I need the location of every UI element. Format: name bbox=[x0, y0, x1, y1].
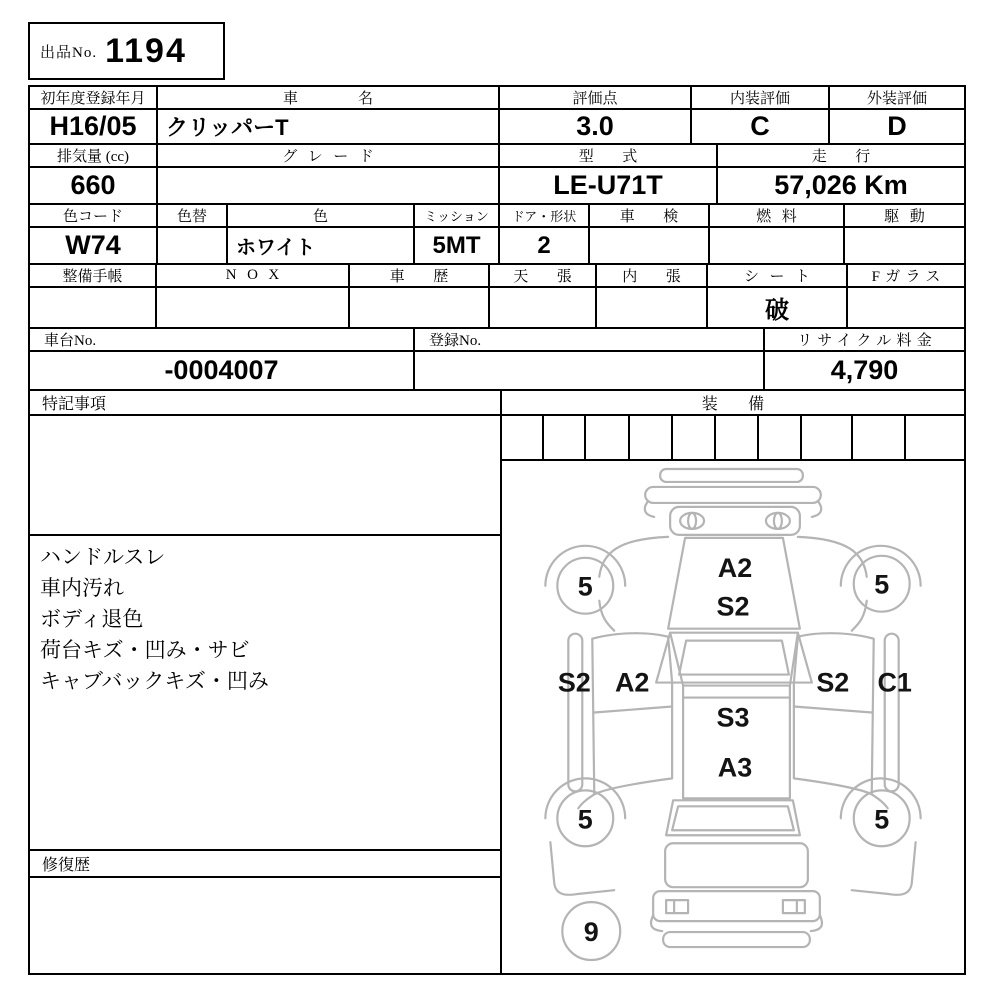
row-identification bbox=[30, 329, 964, 391]
notes-panel bbox=[30, 391, 502, 973]
rear-corner-right bbox=[852, 842, 916, 895]
equipment-label: 装備 bbox=[701, 396, 795, 413]
cell-score bbox=[500, 87, 692, 143]
cell-recycle-fee bbox=[765, 329, 964, 389]
note-item: 荷台キズ・凹み・サビ bbox=[40, 639, 250, 662]
color-code-value: W74 bbox=[65, 230, 121, 260]
vehicle-top-view bbox=[502, 461, 964, 973]
equipment-cell bbox=[502, 416, 544, 459]
repair-history-label: 修復歴 bbox=[30, 849, 500, 878]
rear-bumper bbox=[653, 891, 820, 921]
score-label: 評価点 bbox=[500, 87, 690, 110]
rear-bottom-bar bbox=[663, 932, 810, 947]
rear-gate-inner bbox=[672, 806, 794, 830]
grade-value bbox=[158, 168, 498, 203]
doors-label: ドア・形状 bbox=[500, 205, 588, 228]
cell-car-history bbox=[350, 265, 490, 327]
displacement-label: 排気量 (cc) bbox=[30, 145, 156, 168]
cell-registration-no bbox=[415, 329, 765, 389]
equipment-cell bbox=[586, 416, 629, 459]
right-door-line bbox=[794, 707, 872, 713]
rear-panel bbox=[665, 843, 808, 887]
headlight-right-icon bbox=[766, 513, 790, 529]
left-door-line bbox=[594, 707, 672, 713]
cell-transmission bbox=[415, 205, 500, 263]
equipment-cell bbox=[673, 416, 716, 459]
nox-label: NOX bbox=[225, 267, 290, 283]
lot-number-value: 1194 bbox=[105, 31, 187, 70]
headlight-right-inner bbox=[774, 513, 782, 529]
color-change-value bbox=[158, 228, 226, 263]
headlight-left-icon bbox=[680, 513, 704, 529]
front-top-bar bbox=[660, 469, 803, 482]
exterior-grade-label: 外装評価 bbox=[830, 87, 964, 110]
headlight-left-inner bbox=[688, 513, 696, 529]
fuel-label: 燃料 bbox=[756, 209, 808, 225]
drive-value bbox=[845, 228, 964, 263]
row-condition bbox=[30, 265, 964, 329]
mark-right-step: C1 bbox=[877, 667, 912, 698]
first-registration-value: H16/05 bbox=[49, 111, 137, 141]
recycle-fee-value: 4,790 bbox=[830, 355, 899, 385]
rear-lamp-left bbox=[666, 900, 688, 913]
car-history-value bbox=[350, 288, 488, 327]
cell-drive bbox=[845, 205, 964, 263]
rear-bumper-hook-right bbox=[811, 915, 822, 931]
transmission-label: ミッション bbox=[415, 205, 498, 228]
notes-list bbox=[30, 536, 500, 703]
headliner-label: 天張 bbox=[513, 269, 601, 285]
inspection-value bbox=[590, 228, 708, 263]
door-trim-label: 内張 bbox=[622, 269, 710, 285]
fuel-value bbox=[710, 228, 843, 263]
front-light-panel bbox=[670, 507, 800, 535]
left-door-panel bbox=[592, 633, 672, 794]
note-item: ハンドルスレ bbox=[40, 546, 166, 569]
rear-bumper-hook-left bbox=[651, 915, 662, 931]
transmission-value: 5MT bbox=[432, 231, 481, 259]
equipment-panel bbox=[502, 391, 964, 973]
mark-front-panel-upper: A2 bbox=[717, 552, 753, 583]
left-step-sill bbox=[568, 634, 582, 792]
mark-wheel-front-right: 5 bbox=[874, 569, 890, 600]
nox-value bbox=[157, 288, 348, 327]
cell-mileage bbox=[718, 145, 964, 203]
note-item: ボディ退色 bbox=[40, 608, 144, 631]
row-color bbox=[30, 205, 964, 265]
mark-left-step: S2 bbox=[557, 667, 591, 698]
lot-number-box bbox=[28, 22, 225, 80]
cell-color bbox=[228, 205, 415, 263]
cell-doors bbox=[500, 205, 590, 263]
mark-rear-left-corner: 9 bbox=[583, 917, 599, 948]
seat-value: 破 bbox=[765, 297, 789, 324]
car-history-label: 車歴 bbox=[389, 269, 477, 285]
equipment-cells bbox=[502, 416, 964, 461]
interior-grade-value: C bbox=[750, 111, 770, 141]
mileage-label: 走行 bbox=[811, 149, 899, 165]
row-registration bbox=[30, 87, 964, 145]
note-item: キャブバックキズ・凹み bbox=[40, 670, 269, 693]
inspection-label: 車検 bbox=[619, 209, 707, 225]
cell-nox bbox=[157, 265, 350, 327]
equipment-cell bbox=[544, 416, 586, 459]
car-name-value: クリッパーT bbox=[166, 115, 289, 140]
displacement-value: 660 bbox=[70, 170, 116, 200]
car-name-label: 車名 bbox=[282, 91, 433, 107]
doors-value: 2 bbox=[537, 231, 551, 259]
mark-wheel-rear-left: 5 bbox=[577, 804, 593, 835]
cell-headliner bbox=[490, 265, 601, 327]
color-label: 色 bbox=[228, 205, 413, 228]
front-bumper-bar bbox=[645, 487, 821, 503]
front-glass-value bbox=[848, 288, 964, 327]
row-panels bbox=[30, 391, 964, 973]
recycle-fee-label: リサイクル料金 bbox=[797, 333, 937, 349]
rear-lamp-right bbox=[783, 900, 805, 913]
equipment-cell bbox=[853, 416, 906, 459]
mark-left-door: A2 bbox=[614, 667, 650, 698]
cell-car-name bbox=[158, 87, 500, 143]
cell-color-code bbox=[30, 205, 158, 263]
cell-seat bbox=[708, 265, 848, 327]
cell-door-trim bbox=[597, 265, 708, 327]
chassis-no-label: 車台No. bbox=[30, 329, 413, 352]
color-code-label: 色コード bbox=[30, 205, 156, 228]
cell-service-book bbox=[30, 265, 157, 327]
interior-grade-label: 内装評価 bbox=[692, 87, 828, 110]
grade-label: グレード bbox=[282, 149, 385, 165]
cell-front-glass bbox=[848, 265, 964, 327]
equipment-cell bbox=[716, 416, 759, 459]
drive-label: 駆動 bbox=[884, 209, 936, 225]
equipment-cell bbox=[759, 416, 802, 459]
notes-label: 特記事項 bbox=[30, 391, 500, 416]
cell-interior-grade bbox=[692, 87, 830, 143]
mark-bed-upper: S3 bbox=[716, 702, 750, 733]
cell-color-change bbox=[158, 205, 228, 263]
seat-label: シート bbox=[743, 269, 821, 285]
mark-right-door: S2 bbox=[816, 667, 850, 698]
chassis-no-value: -0004007 bbox=[164, 355, 279, 385]
headliner-value bbox=[490, 288, 595, 327]
first-registration-label: 初年度登録年月 bbox=[30, 87, 156, 110]
equipment-cell bbox=[906, 416, 964, 459]
note-item: 車内汚れ bbox=[40, 577, 124, 600]
cell-first-registration bbox=[30, 87, 158, 143]
equipment-cell bbox=[802, 416, 853, 459]
rear-corner-left bbox=[550, 842, 614, 895]
mark-front-panel-lower: S2 bbox=[716, 591, 750, 622]
cell-grade bbox=[158, 145, 500, 203]
mark-wheel-front-left: 5 bbox=[577, 571, 593, 602]
score-value: 3.0 bbox=[576, 111, 614, 141]
cab-back-window bbox=[679, 641, 789, 675]
right-step-sill bbox=[885, 634, 899, 792]
door-trim-value bbox=[597, 288, 706, 327]
front-glass-label: Fガラス bbox=[871, 269, 946, 285]
lot-number-label: 出品No. bbox=[40, 44, 98, 61]
model-code-label: 型式 bbox=[578, 149, 666, 165]
cell-fuel bbox=[710, 205, 845, 263]
exterior-grade-value: D bbox=[887, 111, 907, 141]
auction-sheet-table bbox=[28, 85, 966, 975]
registration-no-label: 登録No. bbox=[415, 329, 763, 352]
cell-model-code bbox=[500, 145, 718, 203]
mark-wheel-rear-right: 5 bbox=[874, 804, 890, 835]
service-book-value bbox=[30, 288, 155, 327]
mileage-value: 57,026 Km bbox=[774, 170, 908, 200]
registration-no-value bbox=[415, 352, 763, 389]
cell-exterior-grade bbox=[830, 87, 964, 143]
damage-diagram bbox=[502, 461, 964, 973]
row-engine bbox=[30, 145, 964, 205]
equipment-cell bbox=[630, 416, 673, 459]
cell-displacement bbox=[30, 145, 158, 203]
cell-chassis-no bbox=[30, 329, 415, 389]
model-code-value: LE-U71T bbox=[553, 170, 663, 200]
mark-bed-lower: A3 bbox=[717, 752, 753, 783]
service-book-label: 整備手帳 bbox=[30, 265, 155, 288]
cell-inspection bbox=[590, 205, 710, 263]
color-value: ホワイト bbox=[236, 237, 316, 259]
color-change-label: 色替 bbox=[158, 205, 226, 228]
